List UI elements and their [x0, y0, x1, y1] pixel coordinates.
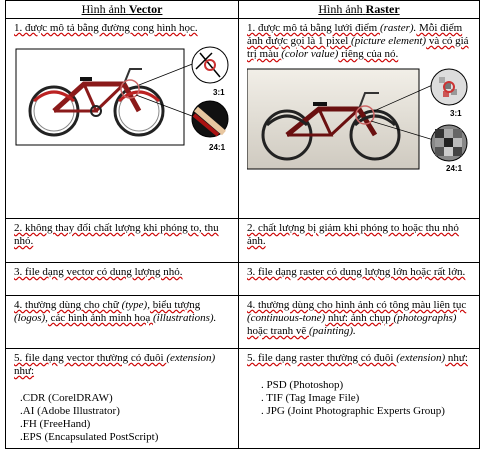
- vector-bicycle-illustration: [14, 39, 234, 157]
- raster-zoom-3x-label: 3:1: [450, 109, 462, 118]
- raster-ext-item: . PSD (Photoshop): [261, 379, 344, 391]
- raster-filesize-cell: 3. file dạng raster có dung lượng lớn hoặc rất lớn.: [239, 263, 480, 296]
- vector-usage-cell: 4. thường dùng cho chữ (type), biểu tượng (logos), các hình ảnh minh hoạ (illustrations).: [6, 296, 239, 349]
- raster-usage-cell: 4. thường dùng cho hình ảnh có tông màu liên tục (continuous-tone) như: ảnh chụp (photographs) hoặc tranh vẽ (painting).: [239, 296, 480, 349]
- raster-extensions-cell: 5. file dạng raster thường có đuôi (extension) như: . PSD (Photoshop) . TIF (Tag Image File) . JPG (Joint Photographic Experts Group): [239, 349, 480, 449]
- raster-definition-text: 1. được mô tả bằng lưới điểm (raster). Mỗi điểm ảnh được gọi là 1 pixel (picture element) và có giá trị màu (color value) riêng của nó.: [247, 22, 469, 60]
- raster-ext-item: . JPG (Joint Photographic Experts Group): [261, 405, 445, 417]
- row-usage: [6, 296, 480, 349]
- raster-ext-item: . TIF (Tag Image File): [261, 392, 360, 404]
- vector-ext-item: .FH (FreeHand): [20, 418, 91, 430]
- vector-extension-list: [14, 392, 232, 444]
- vector-ext-item: .CDR (CorelDRAW): [20, 392, 113, 404]
- raster-zoom-24x-label: 24:1: [446, 164, 463, 173]
- vector-ext-item: .EPS (Encapsulated PostScript): [20, 431, 159, 443]
- vector-zoom-24x-label: 24:1: [209, 143, 226, 152]
- header-row: [6, 1, 480, 19]
- comparison-table: [5, 0, 480, 449]
- vector-filesize-cell: 3. file dạng vector có dung lượng nhỏ.: [6, 263, 239, 296]
- vector-zoom-3x-label: 3:1: [213, 88, 225, 97]
- row-extensions: [6, 349, 480, 449]
- raster-extension-list: [247, 379, 473, 418]
- vector-extensions-cell: 5. file dạng vector thường có đuôi (extension) như: .CDR (CorelDRAW) .AI (Adobe Illustrator) .FH (FreeHand) .EPS (Encapsulated PostScript): [6, 349, 239, 449]
- raster-bicycle-photo: [247, 65, 473, 173]
- raster-header: Hình ảnh Raster: [239, 1, 480, 19]
- raster-scaling-cell: 2. chất lượng bị giảm khi phóng to hoặc thu nhỏ ảnh.: [239, 219, 480, 263]
- vector-header: Hình ảnh Vector: [6, 1, 239, 19]
- row-definition: [6, 19, 480, 219]
- row-filesize: [6, 263, 480, 296]
- vector-scaling-cell: 2. không thay đổi chất lượng khi phóng to, thu nhỏ.: [6, 219, 239, 263]
- raster-definition-cell: [239, 19, 480, 219]
- vector-bicycle-figure: [14, 39, 232, 157]
- row-scaling: [6, 219, 480, 263]
- vector-definition-cell: [6, 19, 239, 219]
- raster-bicycle-figure: [247, 65, 473, 173]
- vector-ext-item: .AI (Adobe Illustrator): [20, 405, 120, 417]
- vector-definition-text: 1. được mô tả bằng đường cong hình học.: [14, 22, 198, 34]
